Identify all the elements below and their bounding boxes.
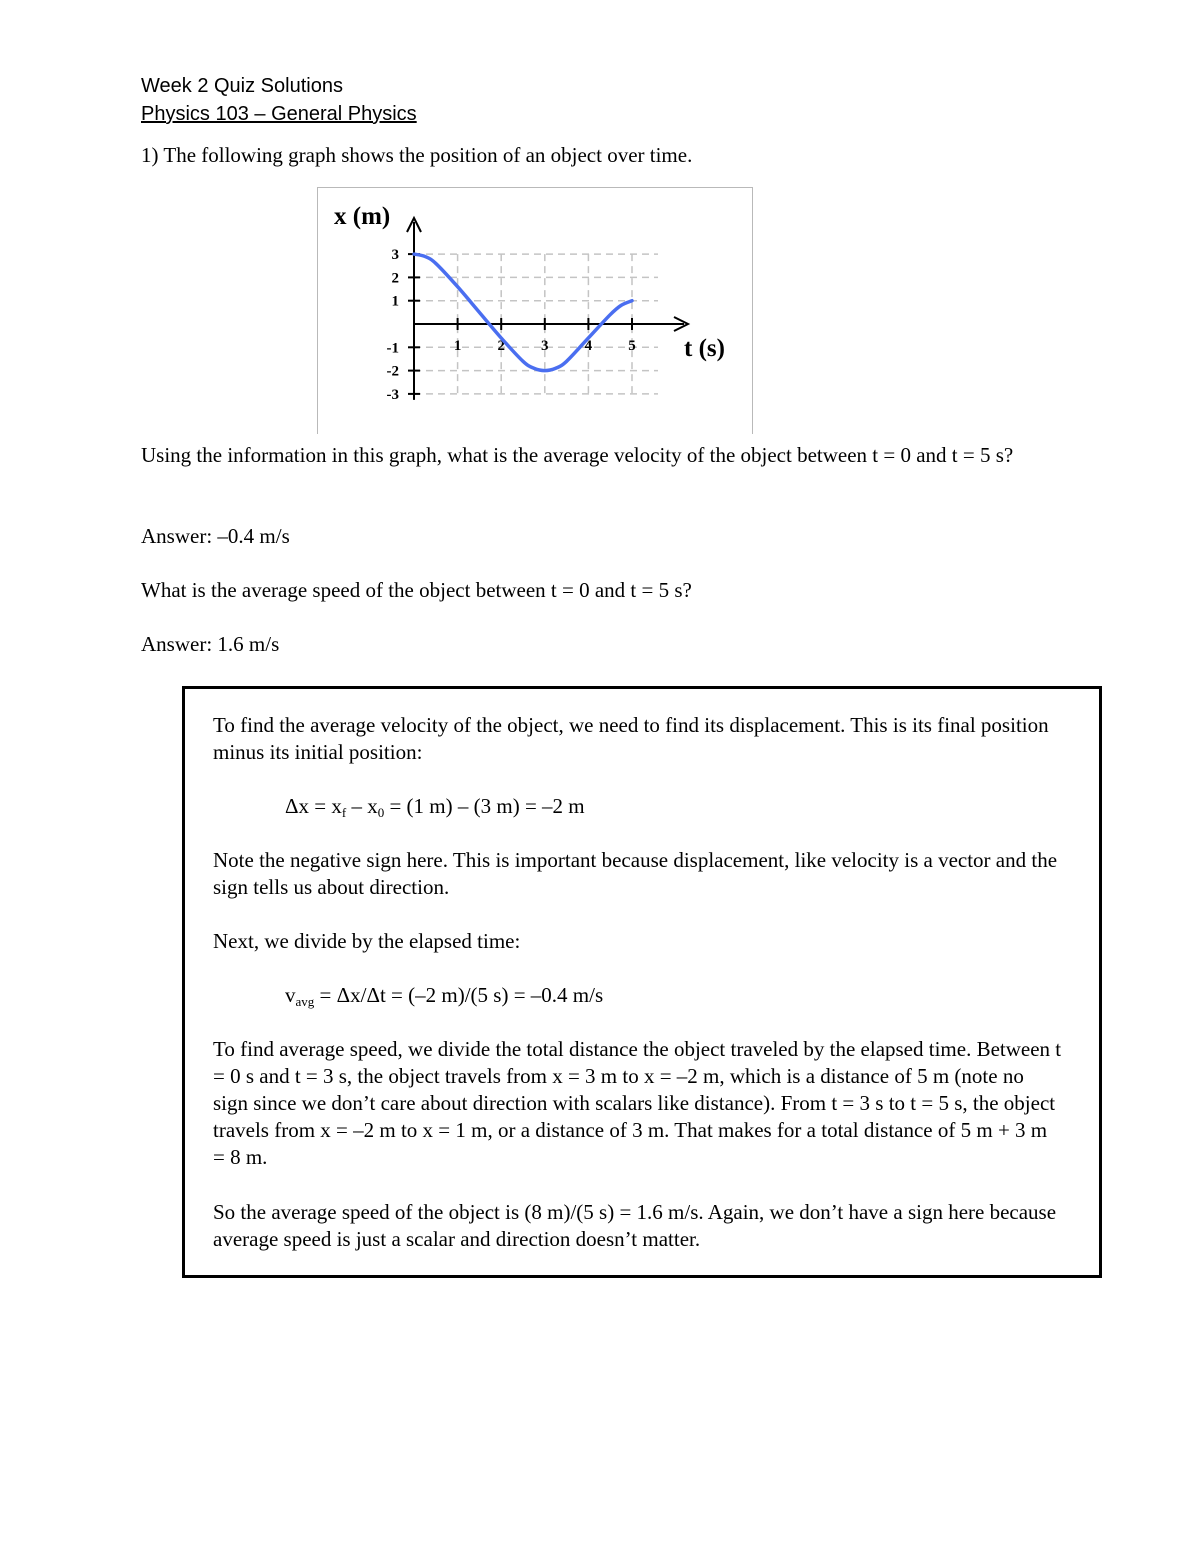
velocity-equation: [285, 982, 603, 1009]
x-tick-label: 2: [497, 338, 505, 354]
eq1-sub-f: f: [341, 805, 347, 820]
x-tick-label: 1: [453, 338, 462, 354]
answer-average-velocity: Answer: –0.4 m/s: [141, 524, 290, 548]
eq1-sub-0: 0: [377, 805, 385, 820]
course-title: Physics 103 – General Physics: [141, 103, 417, 125]
solution-displacement-text: To find the average velocity of the object, we need to find its displacement. This is its final position minus its initial position:: [213, 713, 1049, 764]
displacement-equation: [285, 793, 585, 820]
y-axis-label: x (m): [334, 203, 391, 230]
quiz-title: Week 2 Quiz Solutions: [141, 75, 343, 97]
y-tick-label: 1: [391, 293, 399, 310]
x-tick-label: 5: [628, 338, 636, 354]
position-time-graph: [317, 187, 753, 434]
chart-series: [414, 254, 632, 371]
question-intro: 1) The following graph shows the position of an object over time.: [141, 143, 693, 167]
chart-axes: [407, 218, 688, 400]
solution-sign-note: Note the negative sign here. This is important because displacement, like velocity is a vector and the sign tells us about direction.: [213, 848, 1058, 899]
solution-divide-text: Next, we divide by the elapsed time:: [213, 929, 521, 953]
question-average-velocity: Using the information in this graph, what is the average velocity of the object between t = 0 and t = 5 s?: [141, 443, 1014, 467]
position-curve: [414, 254, 632, 371]
x-axis-label: t (s): [684, 335, 725, 362]
solution-distance-text: To find average speed, we divide the total distance the object traveled by the elapsed time. Between t = 0 s and t = 3 s, the object travels from x = 3 m to x = –2 m, which is a distance of 5 m (note no sign since we don’t care about direction with scalars like distance). From t = 3 s to t = 5 s, the object travels from x = –2 m to x = 1 m, or a distance of 3 m. That makes for a total distance of 5 m + 3 m = 8 m.: [213, 1037, 1062, 1169]
eq1-rhs: = (1 m) – (3 m) = –2 m: [384, 794, 585, 818]
y-tick-label: -1: [386, 340, 399, 357]
solution-box: [182, 686, 1102, 1278]
question-average-speed: What is the average speed of the object between t = 0 and t = 5 s?: [141, 578, 692, 602]
y-tick-label: 3: [391, 247, 399, 264]
y-tick-label: 2: [391, 270, 399, 287]
y-tick-label: -3: [386, 386, 399, 403]
answer-average-speed: Answer: 1.6 m/s: [141, 632, 280, 656]
eq1-mid: – x: [346, 794, 378, 818]
solution-speed-text: So the average speed of the object is (8 m)/(5 s) = 1.6 m/s. Again, we don’t have a sign here because average speed is just a scalar and direction doesn’t matter.: [213, 1200, 1057, 1251]
position-time-chart: [318, 188, 752, 434]
eq2-lhs: v: [285, 983, 296, 1007]
eq2-rhs: = Δx/Δt = (–2 m)/(5 s) = –0.4 m/s: [314, 983, 604, 1007]
x-tick-label: 3: [541, 338, 549, 354]
eq1-lhs: Δx = x: [285, 794, 342, 818]
x-tick-label: 4: [584, 338, 593, 354]
eq2-sub-avg: avg: [295, 994, 315, 1009]
y-tick-label: -2: [386, 363, 399, 380]
